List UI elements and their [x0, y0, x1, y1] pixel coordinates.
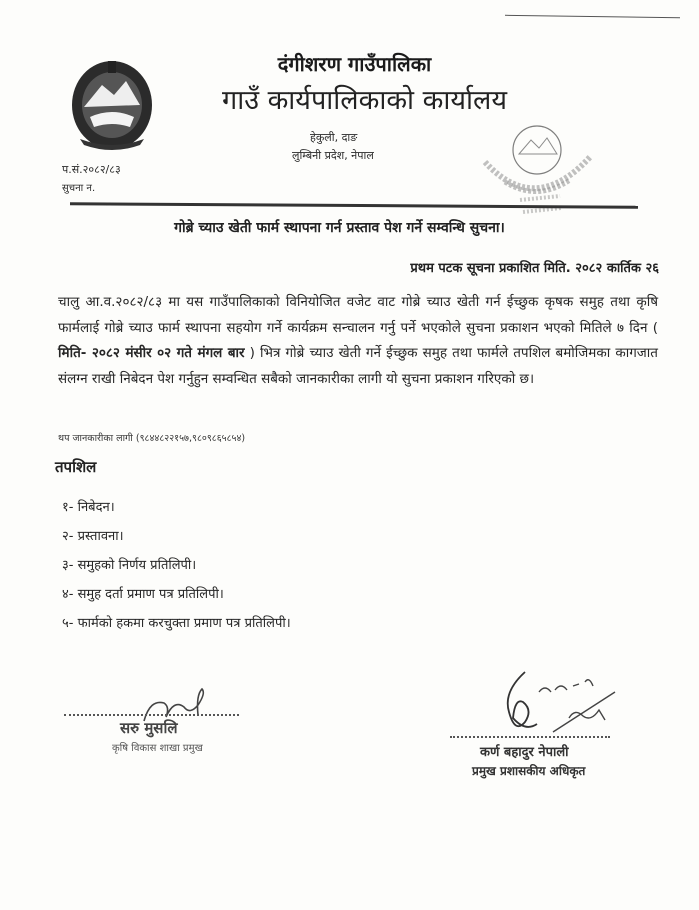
signature-line-right	[450, 736, 610, 738]
address-line-1: हेकुली, दाङ	[310, 131, 358, 144]
documents-heading: तपशिल	[55, 458, 97, 476]
notice-body	[58, 290, 658, 392]
list-item: ३- समुहको निर्णय प्रतिलिपी।	[62, 558, 197, 573]
list-item: ४- समुह दर्ता प्रमाण पत्र प्रतिलिपी।	[62, 587, 224, 602]
documents-list	[62, 493, 291, 638]
right-signatory-name: कर्ण बहादुर नेपाली	[480, 745, 569, 760]
list-item: १- निबेदन।	[62, 500, 115, 515]
address-line-2: लुम्बिनी प्रदेश, नेपाल	[292, 149, 374, 162]
body-part-2: ) भित्र गोब्रे च्याउ खेती गर्ने ईच्छुक समुह तथा फार्मले तपशिल बमोजिमका कागजात संलग्न राखी निबेदन पेश गर्नुहुन सम्वन्धित सबैको जानकारीका लागी यो सुचना प्रकाशन गरिएको छ।	[58, 345, 658, 387]
published-date: प्रथम पटक सूचना प्रकाशित मिति. २०८२ कार्तिक २६	[410, 261, 659, 276]
reference-number: प.सं.२०८२/८३	[62, 163, 121, 176]
deadline-date: मिति- २०८२ मंसीर ०२ गते मंगल बार	[58, 345, 245, 361]
list-item: २- प्रस्तावना।	[62, 529, 124, 544]
list-item: ५- फार्मको हकमा करचुक्ता प्रमाण पत्र प्रतिलिपी।	[62, 616, 291, 631]
signature-right-icon	[495, 662, 625, 742]
notice-number-label: सुचना न.	[62, 183, 96, 194]
notice-subject: गोब्रे च्याउ खेती फार्म स्थापना गर्न प्रस्ताव पेश गर्ने सम्वन्धि सुचना।	[174, 220, 505, 236]
office-name: गाउँ कार्यपालिकाको कार्यालय	[222, 85, 507, 116]
right-signatory-title: प्रमुख प्रशासकीय अधिकृत	[472, 764, 586, 778]
scan-edge-line	[505, 15, 680, 18]
left-signatory-name: सरु मुसलि	[120, 719, 178, 737]
signature-line-left	[64, 714, 239, 716]
body-part-1: चालु आ.व.२०८२/८३ मा यस गाउँपालिकाको विनियोजित वजेट वाट गोब्रे च्याउ खेती गर्न ईच्छुक कृषक समुह तथा कृषि फार्मलाई गोब्रे च्याउ फार्म स्थापना सहयोग गर्ने कार्यक्रम सन्चालन गर्नु पर्ने भएकोले सुचना प्रकाशन भएको मितिले ७ दिन (	[58, 294, 658, 336]
left-signatory-title: कृषि विकास शाखा प्रमुख	[112, 743, 203, 754]
contact-info: थप जानकारीका लागी (९८४४८२२१५७,९८०९८६५८५४)	[58, 433, 246, 444]
org-name: दंगीशरण गाउँपालिका	[277, 52, 432, 76]
